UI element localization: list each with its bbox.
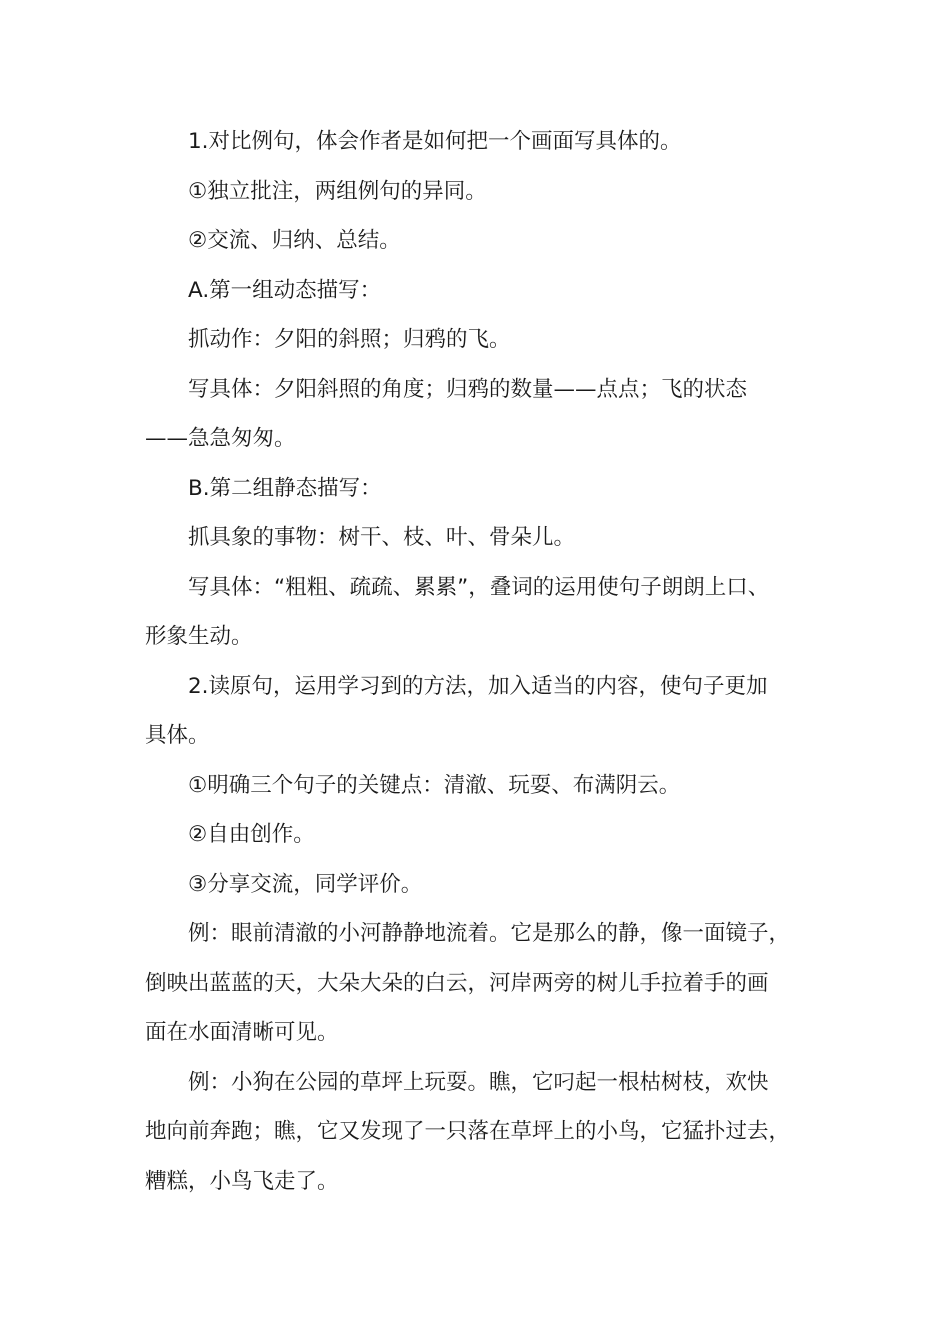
paragraph-line: 写具体：“粗粗、疏疏、累累”，叠词的运用使句子朗朗上口、 — [188, 574, 770, 600]
paragraph-group-b-objects: 抓具象的事物：树干、枝、叶、骨朵儿。 — [188, 525, 576, 550]
paragraph-line: 倒映出蓝蓝的天，大朵大朵的白云，河岸两旁的树儿手拉着手的画 — [145, 970, 769, 996]
document-body — [145, 117, 825, 1206]
paragraph-group-a-heading: A.第一组动态描写： — [188, 277, 382, 303]
paragraph-line: 面在水面清晰可见。 — [145, 1020, 339, 1045]
paragraph-line: 形象生动。 — [145, 624, 253, 649]
paragraph-line: 写具体：夕阳斜照的角度；归鸦的数量——点点；飞的状态 — [188, 376, 748, 402]
paragraph-step-1: ①独立批注，两组例句的异同。 — [188, 178, 487, 204]
paragraph-line: 例：眼前清澈的小河静静地流着。它是那么的静，像一面镜子， — [188, 921, 791, 946]
paragraph-group-b-heading: B.第二组静态描写： — [188, 475, 382, 501]
paragraph-free-creation: ②自由创作。 — [188, 822, 315, 847]
paragraph-line: ——急急匆匆。 — [145, 426, 296, 451]
paragraph-share: ③分享交流，同学评价。 — [188, 871, 423, 897]
paragraph-line: 地向前奔跑；瞧，它又发现了一只落在草坪上的小鸟，它猛扑过去， — [145, 1119, 791, 1144]
paragraph-task-2 — [145, 662, 825, 761]
paragraph-group-a-detail — [145, 365, 825, 464]
paragraph-step-2: ②交流、归纳、总结。 — [188, 228, 401, 253]
paragraph-example-river — [145, 909, 825, 1058]
paragraph-line: 2.读原句，运用学习到的方法，加入适当的内容，使句子更加 — [188, 673, 768, 699]
paragraph-task-1: 1.对比例句，体会作者是如何把一个画面写具体的。 — [188, 129, 682, 154]
paragraph-group-a-action: 抓动作：夕阳的斜照；归鸦的飞。 — [188, 327, 511, 352]
paragraph-example-dog — [145, 1058, 825, 1207]
paragraph-key-points: ①明确三个句子的关键点：清澈、玩耍、布满阴云。 — [188, 772, 681, 798]
paragraph-line: 具体。 — [145, 723, 210, 748]
paragraph-line: 糟糕，小鸟飞走了。 — [145, 1168, 339, 1194]
paragraph-group-b-detail — [145, 563, 825, 662]
paragraph-line: 例：小狗在公园的草坪上玩耍。瞧，它叼起一根枯树枝，欢快 — [188, 1069, 769, 1095]
